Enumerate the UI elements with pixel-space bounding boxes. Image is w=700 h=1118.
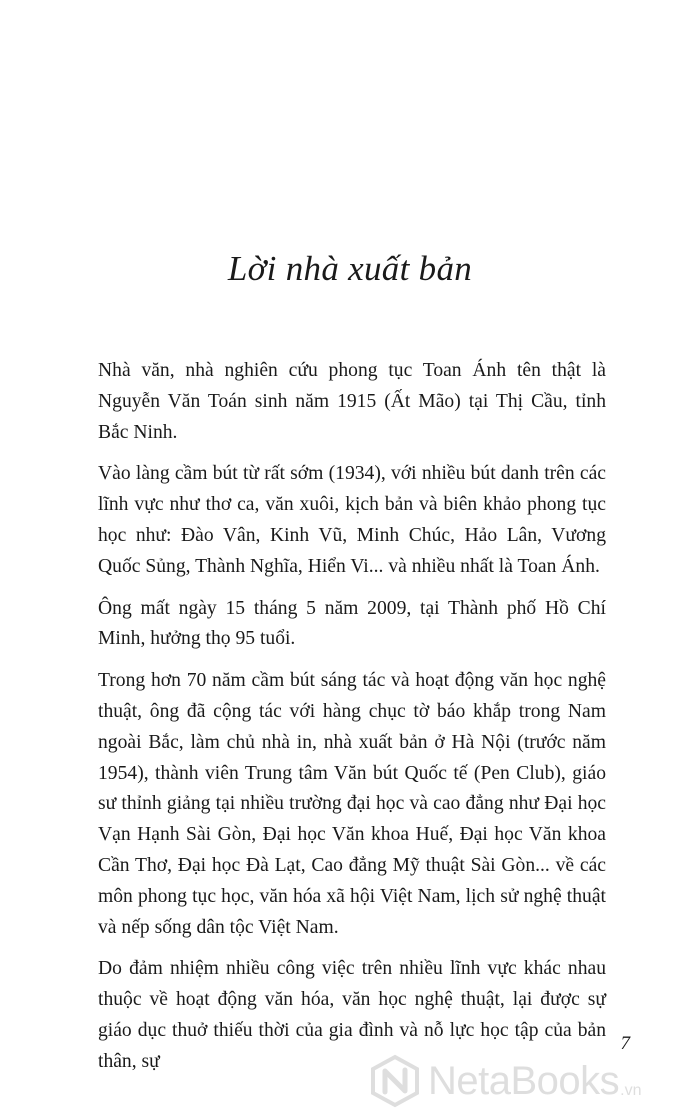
- watermark: [368, 1050, 700, 1112]
- paragraph-2: Vào làng cầm bút từ rất sớm (1934), với nhiều bút danh trên các lĩnh vực như thơ ca, văn xuôi, kịch bản và biên khảo phong tục học như: Đào Vân, Kinh Vũ, Minh Chúc, Hảo Lân, Vương Quốc Sủng, Thành Nghĩa, Hiển Vi... và nhiều nhất là Toan Ánh.: [98, 463, 606, 577]
- page-number: 7: [620, 1033, 630, 1054]
- body-text: [98, 356, 606, 1089]
- page-title: Lời nhà xuất bản: [227, 249, 473, 288]
- paragraph-4: Trong hơn 70 năm cầm bút sáng tác và hoạt động văn học nghệ thuật, ông đã cộng tác với hàng chục tờ báo khắp trong Nam ngoài Bắc, làm chủ nhà in, nhà xuất bản ở Hà Nội (trước năm 1954), thành viên Trung tâm Văn bút Quốc tế (Pen Club), giáo sư thỉnh giảng tại nhiều trường đại học và cao đẳng như Đại học Vạn Hạnh Sài Gòn, Đại học Văn khoa Huế, Đại học Văn khoa Cần Thơ, Đại học Đà Lạt, Cao đẳng Mỹ thuật Sài Gòn... về các môn phong tục học, văn hóa xã hội Việt Nam, lịch sử nghệ thuật và nếp sống dân tộc Việt Nam.: [98, 670, 606, 938]
- paragraph-1: Nhà văn, nhà nghiên cứu phong tục Toan Ánh tên thật là Nguyễn Văn Toán sinh năm 1915 (Ất Mão) tại Thị Cầu, tỉnh Bắc Ninh.: [98, 360, 606, 443]
- watermark-suffix: .vn: [620, 1082, 642, 1099]
- netabooks-logo-icon: [368, 1054, 422, 1108]
- paragraph-5: Do đảm nhiệm nhiều công việc trên nhiều lĩnh vực khác nhau thuộc về hoạt động văn hóa, văn học nghệ thuật, lại được sự giáo dục thuở thiếu thời của gia đình và nỗ lực học tập của bản thân, sự: [98, 958, 606, 1072]
- watermark-text: NetaBooks: [428, 1059, 620, 1103]
- paragraph-3: Ông mất ngày 15 tháng 5 năm 2009, tại Thành phố Hồ Chí Minh, hưởng thọ 95 tuổi.: [98, 597, 606, 650]
